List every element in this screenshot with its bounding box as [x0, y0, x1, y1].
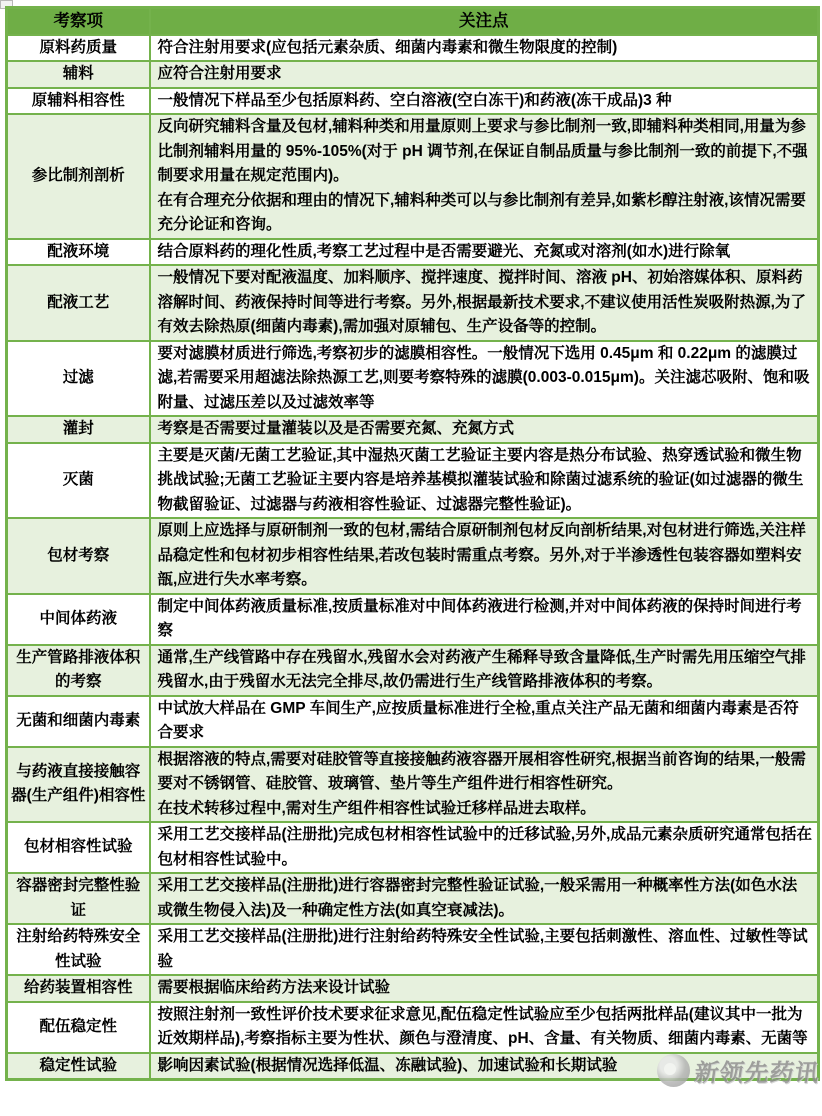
focus-points-cell	[150, 645, 819, 696]
focus-points-cell	[150, 924, 819, 975]
table-row	[7, 88, 819, 115]
table-body	[7, 35, 819, 1080]
table-row	[7, 61, 819, 88]
focus-points-cell	[150, 61, 819, 88]
focus-points-cell	[150, 35, 819, 62]
table-row	[7, 114, 819, 239]
focus-point-paragraph: 结合原料药的理化性质,考察工艺过程中是否需要避光、充氮或对溶剂(如水)进行除氧	[157, 242, 731, 260]
header-row	[7, 8, 819, 35]
focus-points-cell	[150, 747, 819, 823]
inspection-item-cell: 稳定性试验	[7, 1053, 150, 1080]
focus-point-paragraph: 在有合理充分依据和理由的情况下,辅料种类可以与参比制剂有差异,如紫杉醇注射液,该情况需要充分论证和咨询。	[157, 191, 806, 233]
focus-points-cell	[150, 822, 819, 873]
focus-point-paragraph: 符合注射用要求(应包括元素杂质、细菌内毒素和微生物限度的控制)	[157, 38, 618, 56]
table-row	[7, 696, 819, 747]
inspection-item-cell: 配液环境	[7, 239, 150, 266]
focus-point-paragraph: 影响因素试验(根据情况选择低温、冻融试验)、加速试验和长期试验	[157, 1056, 618, 1074]
inspection-item-cell: 与药液直接接触容器(生产组件)相容性	[7, 747, 150, 823]
inspection-item-cell: 过滤	[7, 341, 150, 417]
table-row	[7, 416, 819, 443]
table-row	[7, 873, 819, 924]
watermark-text: 新领先药讯	[692, 1060, 822, 1087]
focus-points-cell	[150, 265, 819, 341]
focus-points-cell	[150, 341, 819, 417]
table-row	[7, 924, 819, 975]
inspection-item-cell: 容器密封完整性验证	[7, 873, 150, 924]
inspection-item-cell: 包材相容性试验	[7, 822, 150, 873]
focus-point-paragraph: 中试放大样品在 GMP 车间生产,应按质量标准进行全检,重点关注产品无菌和细菌内毒素是否符合要求	[157, 699, 799, 741]
table-row	[7, 239, 819, 266]
inspection-item-cell: 配液工艺	[7, 265, 150, 341]
inspection-item-cell: 原辅料相容性	[7, 88, 150, 115]
inspection-item-cell: 中间体药液	[7, 594, 150, 645]
focus-points-cell	[150, 696, 819, 747]
focus-point-paragraph: 制定中间体药液质量标准,按质量标准对中间体药液进行检测,并对中间体药液的保持时间进行考察	[157, 597, 802, 639]
focus-points-cell	[150, 518, 819, 594]
focus-point-paragraph: 在技术转移过程中,需对生产组件相容性试验迁移样品进去取样。	[157, 799, 596, 817]
table-row	[7, 518, 819, 594]
table-row	[7, 645, 819, 696]
table-row	[7, 822, 819, 873]
table-row	[7, 341, 819, 417]
focus-points-cell	[150, 873, 819, 924]
focus-points-cell	[150, 416, 819, 443]
inspection-item-cell: 辅料	[7, 61, 150, 88]
table-row	[7, 1053, 819, 1080]
inspection-item-cell: 配伍稳定性	[7, 1002, 150, 1053]
inspection-item-cell: 原料药质量	[7, 35, 150, 62]
focus-points-cell	[150, 975, 819, 1002]
focus-point-paragraph: 要对滤膜材质进行筛选,考察初步的滤膜相容性。一般情况下选用 0.45μm 和 0.22μm 的滤膜过滤,若需要采用超滤法除热源工艺,则要考察特殊的滤膜(0.003-0.015μm)。关注滤芯吸附、饱和吸附量、过滤压差以及过滤效率等	[157, 344, 810, 411]
header-cell-points: 关注点	[150, 8, 819, 35]
focus-points-cell	[150, 594, 819, 645]
table-row	[7, 975, 819, 1002]
inspection-table	[5, 6, 820, 1081]
focus-point-paragraph: 一般情况下要对配液温度、加料顺序、搅拌速度、搅拌时间、溶液 pH、初始溶媒体积、原料药溶解时间、药液保持时间等进行考察。另外,根据最新技术要求,不建议使用活性炭吸附热源,为了有效去除热原(细菌内毒素),需加强对原辅包、生产设备等的控制。	[157, 269, 806, 335]
focus-point-paragraph: 需要根据临床给药方法来设计试验	[157, 979, 391, 996]
focus-point-paragraph: 按照注射剂一致性评价技术要求征求意见,配伍稳定性试验应至少包括两批样品(建议其中一批为近效期样品),考察指标主要为性状、颜色与澄清度、pH、含量、有关物质、细菌内毒素、无菌等	[157, 1005, 808, 1047]
focus-point-paragraph: 考察是否需要过量灌装以及是否需要充氮、充氮方式	[157, 420, 515, 437]
focus-point-paragraph: 应符合注射用要求	[157, 65, 282, 82]
table-row	[7, 747, 819, 823]
table-row	[7, 35, 819, 62]
inspection-item-cell: 生产管路排液体积的考察	[7, 645, 150, 696]
inspection-item-cell: 包材考察	[7, 518, 150, 594]
focus-points-cell	[150, 114, 819, 239]
focus-point-paragraph: 主要是灭菌/无菌工艺验证,其中湿热灭菌工艺验证主要内容是热分布试验、热穿透试验和微生物挑战试验;无菌工艺验证主要内容是培养基模拟灌装试验和除菌过滤系统的验证(如过滤器的微生物截留验证、过滤器与药液相容性验证、过滤器完整性验证)。	[157, 446, 804, 513]
focus-point-paragraph: 反向研究辅料含量及包材,辅料种类和用量原则上要求与参比制剂一致,即辅料种类相同,用量为参比制剂辅料用量的 95%-105%(对于 pH 调节剂,在保证自制品质量与参比制剂一致的前提下,不强制要求用量在规定范围内)。	[157, 118, 808, 184]
focus-point-paragraph: 根据溶液的特点,需要对硅胶管等直接接触药液容器开展相容性研究,根据当前咨询的结果,一般需要对不锈钢管、硅胶管、玻璃管、垫片等生产组件进行相容性研究。	[157, 750, 806, 792]
focus-points-cell	[150, 443, 819, 519]
focus-point-paragraph: 采用工艺交接样品(注册批)完成包材相容性试验中的迁移试验,另外,成品元素杂质研究通常包括在包材相容性试验中。	[157, 826, 812, 868]
focus-point-paragraph: 原则上应选择与原研制剂一致的包材,需结合原研制剂包材反向剖析结果,对包材进行筛选,关注样品稳定性和包材初步相容性结果,若改包装时需重点考察。另外,对于半渗透性包装容器如塑料安瓿,应进行失水率考察。	[157, 522, 806, 588]
inspection-item-cell: 参比制剂剖析	[7, 114, 150, 239]
inspection-item-cell: 给药装置相容性	[7, 975, 150, 1002]
focus-point-paragraph: 通常,生产线管路中存在残留水,残留水会对药液产生稀释导致含量降低,生产时需先用压缩空气排残留水,由于残留水无法完全排尽,故仍需进行生产线管路排液体积的考察。	[157, 648, 806, 690]
table-row	[7, 265, 819, 341]
inspection-item-cell: 灌封	[7, 416, 150, 443]
table-row	[7, 1002, 819, 1053]
inspection-item-cell: 注射给药特殊安全性试验	[7, 924, 150, 975]
focus-points-cell	[150, 239, 819, 266]
table-row	[7, 443, 819, 519]
focus-point-paragraph: 采用工艺交接样品(注册批)进行注射给药特殊安全性试验,主要包括刺激性、溶血性、过敏性等试验	[157, 928, 808, 970]
focus-point-paragraph: 一般情况下样品至少包括原料药、空白溶液(空白冻干)和药液(冻干成品)3 种	[157, 91, 672, 109]
inspection-item-cell: 无菌和细菌内毒素	[7, 696, 150, 747]
inspection-item-cell: 灭菌	[7, 443, 150, 519]
focus-points-cell	[150, 1002, 819, 1053]
table-row	[7, 594, 819, 645]
header-cell-item: 考察项	[7, 8, 150, 35]
focus-points-cell	[150, 88, 819, 115]
focus-point-paragraph: 采用工艺交接样品(注册批)进行容器密封完整性验证试验,一般采需用一种概率性方法(如色水法或微生物侵入法)及一种确定性方法(如真空衰减法)。	[157, 877, 798, 919]
focus-points-cell	[150, 1053, 819, 1080]
